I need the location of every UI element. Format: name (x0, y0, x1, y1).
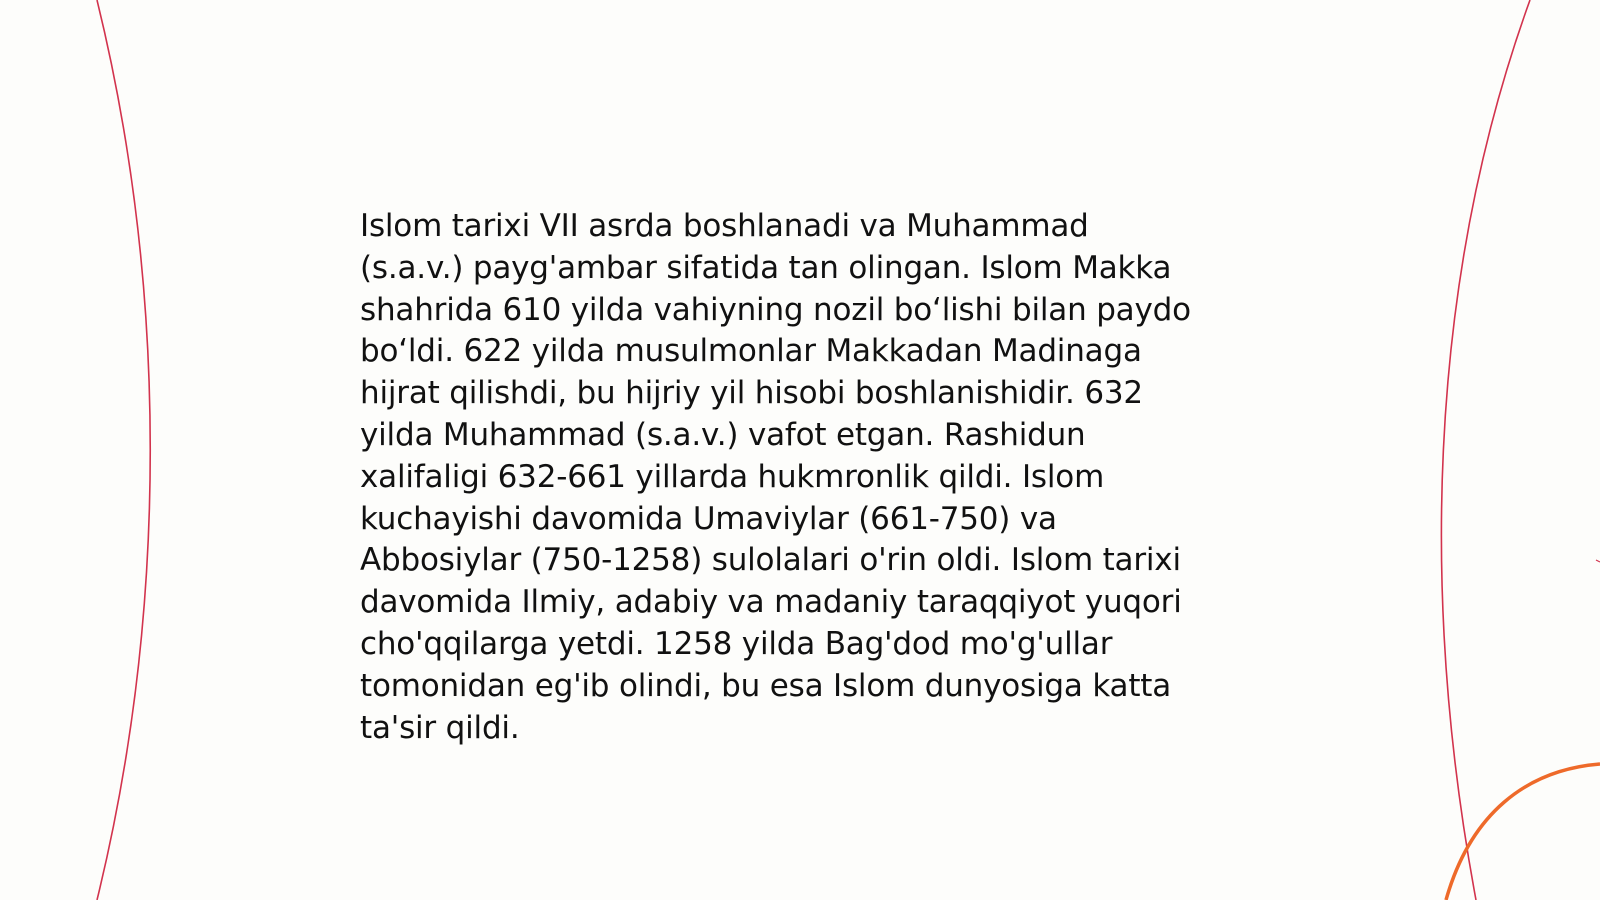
right-edge-tick (1596, 560, 1600, 562)
right-curve (1441, 0, 1530, 900)
left-curve (97, 0, 150, 900)
orange-arc (1446, 764, 1600, 900)
body-paragraph: Islom tarixi VII asrda boshlanadi va Muhammad (s.a.v.) payg'ambar sifatida tan olingan. Islom Makka shahrida 610 yilda vahiyning nozil bo‘lishi bilan paydo bo‘ldi. 622 yilda musulmonlar Makkadan Madinaga hijrat qilishdi, bu hijriy yil hisobi boshlanishidir. 632 yilda Muhammad (s.a.v.) vafot etgan. Rashidun xalifaligi 632-661 yillarda hukmronlik qildi. Islom kuchayishi davomida Umaviylar (661-750) va Abbosiylar (750-1258) sulolalari o'rin oldi. Islom tarixi davomida Ilmiy, adabiy va madaniy taraqqiyot yuqori cho'qqilarga yetdi. 1258 yilda Bag'dod mo'g'ullar tomonidan eg'ib olindi, bu esa Islom dunyosiga katta ta'sir qildi. (360, 208, 1191, 746)
